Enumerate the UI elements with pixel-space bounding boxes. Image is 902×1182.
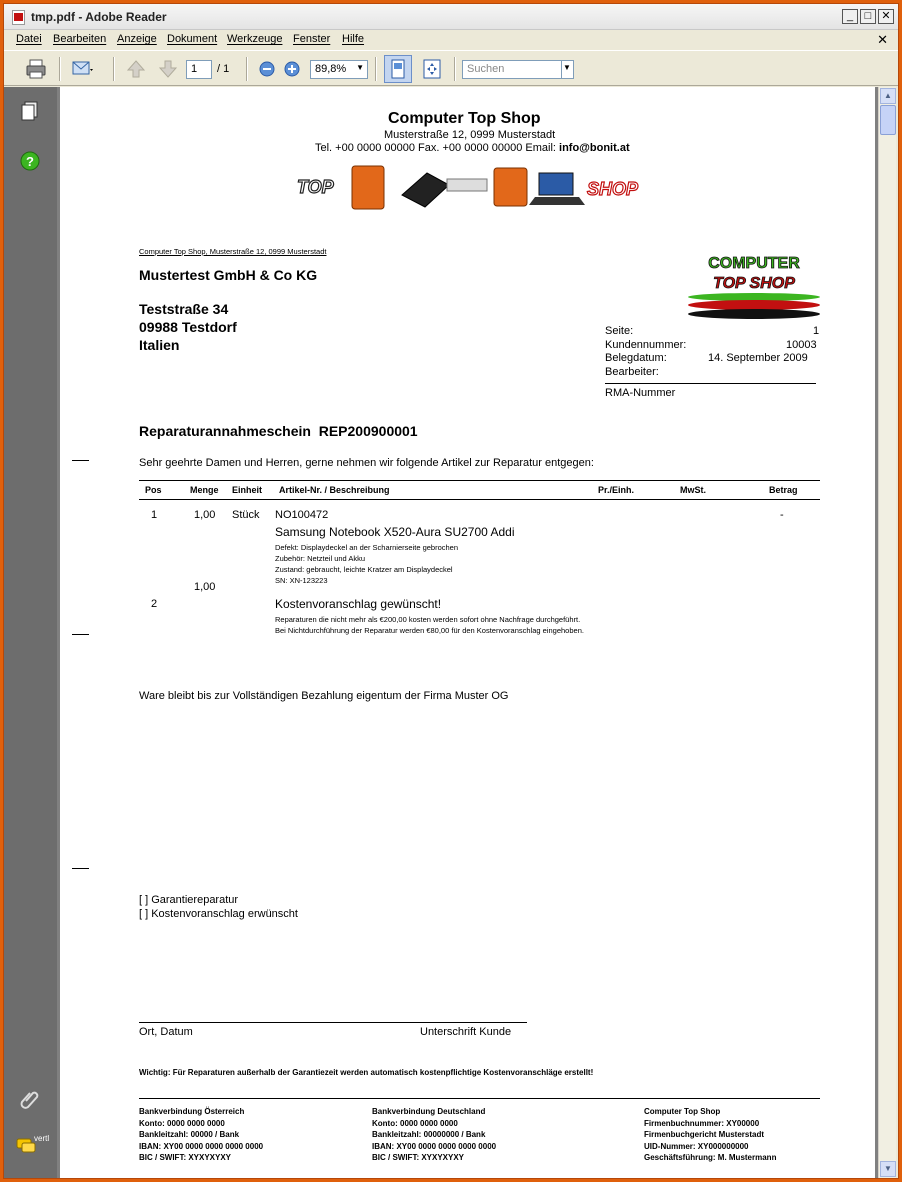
row1-detail: Zustand: gebraucht, leichte Kratzer am Displaydeckel [275,565,453,574]
checkbox-kostenvoranschlag[interactable]: [ ] Kostenvoranschlag erwünscht [139,908,298,920]
row1-detail: SN: XN-123223 [275,576,328,585]
seite-value: 1 [813,325,820,337]
col-header-mwst: MwSt. [680,485,706,495]
fit-page-icon [420,57,444,81]
shop-address: Musterstraße 12, 0999 Musterstadt [384,129,556,141]
search-dropdown[interactable]: ▼ [561,60,574,79]
toolbar-separator [454,57,456,81]
single-page-view-button[interactable] [384,55,412,83]
next-page-button[interactable] [156,57,180,81]
table-top-rule [139,480,820,481]
kundennummer-value: 10003 [786,339,817,351]
col-header-preis: Pr./Einh. [598,485,635,495]
scroll-up-arrow[interactable]: ▲ [880,88,896,104]
title-bar[interactable] [4,4,898,30]
nav-label: vertl [34,1134,50,1143]
row1-beschreibung: Samsung Notebook X520-Aura SU2700 Addi [275,525,515,539]
recipient-city: 09988 Testdorf [139,319,237,335]
shop-banner-logo [297,163,647,211]
col-header-betrag: Betrag [769,485,798,495]
signature-unterschrift: Unterschrift Kunde [420,1026,512,1038]
recipient-country: Italien [139,337,180,353]
banner-text-right: SHOP [587,179,639,199]
col-header-einheit: Einheit [232,485,263,495]
fold-mark [72,460,89,461]
scroll-thumb[interactable] [880,105,896,135]
toolbar [4,50,898,86]
document-title: Reparaturannahmeschein REP200900001 [139,423,418,439]
zoom-out-button[interactable] [255,57,279,81]
menu-dokument[interactable]: Dokument [167,33,218,45]
paperclip-icon [18,1087,42,1111]
signature-ort-datum: Ort, Datum [139,1026,193,1038]
search-input[interactable]: Suchen [462,60,562,79]
menu-fenster[interactable]: Fenster [293,33,331,45]
navigation-pane [4,87,57,1178]
row2-beschreibung: Kostenvoranschlag gewünscht! [275,597,442,611]
footer-col-company: Computer Top Shop Firmenbuchnummer: XY00000 Firmenbuchgericht Musterstadt UID-Nummer: XY000000000 Geschäftsführung: M. Mustermann [644,1107,777,1162]
pdf-page [60,87,875,1178]
arrow-down-icon [156,57,180,81]
pdf-file-icon [12,10,25,25]
arrow-up-icon [124,57,148,81]
page-view-icon [386,57,410,81]
fit-window-button[interactable] [420,57,444,81]
badge-text-line2: TOP SHOP [713,275,795,292]
row2-pos: 2 [151,598,158,610]
attachments-button[interactable] [18,1087,42,1111]
shop-email[interactable]: info@bonit.at [559,142,630,154]
email-icon [70,57,94,81]
col-header-pos: Pos [145,485,162,495]
pages-panel-button[interactable] [18,99,42,123]
row2-detail: Bei Nichtdurchführung der Reparatur werden €80,00 für den Kostenvoranschlag eingehoben. [275,626,584,635]
menu-hilfe[interactable]: Hilfe [342,33,365,45]
pages-icon [18,99,42,123]
maximize-button[interactable]: □ [860,9,876,24]
seite-label: Seite: [605,325,634,337]
zoom-select[interactable] [310,60,368,79]
email-button[interactable] [70,57,94,81]
chevron-down-icon: ▼ [356,63,364,72]
row1-detail: Zubehör: Netzteil und Akku [275,554,366,563]
sender-line: Computer Top Shop, Musterstraße 12, 0999 Musterstadt [139,247,327,256]
wichtig-note: Wichtig: Für Reparaturen außerhalb der Garantiezeit werden automatisch kostenpflichtige Kostenvoranschläge erstellt! [139,1068,594,1077]
rma-label: RMA-Nummer [605,387,676,399]
print-button[interactable] [24,57,48,81]
minimize-button[interactable]: _ [842,9,858,24]
toolbar-separator [375,57,377,81]
zoom-value: 89,8% [315,63,347,75]
menu-bar [4,30,898,50]
menu-anzeige[interactable]: Anzeige [117,33,157,45]
footer-col-austria: Bankverbindung Österreich Konto: 0000 0000 0000 Bankleitzahl: 00000 / Bank IBAN: XY00 0000 0000 0000 0000 BIC / SWIFT: XYXYXYXY [139,1107,264,1162]
zoom-in-button[interactable] [280,57,304,81]
page-total: / 1 [217,63,230,75]
menu-werkzeuge[interactable]: Werkzeuge [227,33,283,45]
kundennummer-label: Kundennummer: [605,339,687,351]
shop-badge-logo [686,250,822,322]
toolbar-separator [246,57,248,81]
row1-betrag: - [780,509,784,521]
fold-mark [72,634,89,635]
document-area[interactable] [57,87,878,1178]
bearbeiter-label: Bearbeiter: [605,366,659,378]
vertical-scrollbar[interactable] [878,87,896,1178]
checkbox-garantiereparatur[interactable]: [ ] Garantiereparatur [139,894,239,906]
col-header-artikel: Artikel-Nr. / Beschreibung [279,485,390,495]
belegdatum-label: Belegdatum: [605,352,667,364]
toolbar-separator [113,57,115,81]
page-number-input[interactable]: 1 [186,60,212,79]
eigentum-text: Ware bleibt bis zur Vollständigen Bezahlung eigentum der Firma Muster OG [139,690,509,702]
row2-detail: Reparaturen die nicht mehr als €200,00 kosten werden sofort ohne Nachfrage durchgeführt. [275,615,581,624]
scroll-down-arrow[interactable]: ▼ [880,1161,896,1177]
row1-menge: 1,00 [194,509,216,521]
row1-einheit: Stück [232,509,260,521]
info-divider [605,383,816,384]
comments-button[interactable] [14,1133,54,1157]
menu-bearbeiten[interactable]: Bearbeiten [53,33,107,45]
printer-icon [24,57,48,81]
shop-name: Computer Top Shop [388,110,541,127]
row1-pos: 1 [151,509,158,521]
badge-text-line1: COMPUTER [708,255,800,272]
document-number: REP200900001 [318,423,418,439]
help-button[interactable] [18,149,42,173]
help-icon [18,149,42,173]
greeting-text: Sehr geehrte Damen und Herren, gerne nehmen wir folgende Artikel zur Reparatur entgegen: [139,457,594,469]
svg-text:?: ? [26,154,34,169]
footer-rule [139,1098,820,1099]
zoom-in-icon [280,57,304,81]
row1-artikel: NO100472 [275,509,329,521]
signature-line [139,1022,527,1023]
shop-contact: Tel. +00 0000 00000 Fax. +00 0000 00000 Email: info@bonit.at [315,142,630,154]
previous-page-button[interactable] [124,57,148,81]
row2-menge: 1,00 [194,581,216,593]
recipient-company: Mustertest GmbH & Co KG [139,267,318,283]
footer-col-germany: Bankverbindung Deutschland Konto: 0000 0000 0000 Bankleitzahl: 00000000 / Bank IBAN: XY00 0000 0000 0000 0000 BIC / SWIFT: XYXYXYXY [372,1107,497,1162]
table-header-rule [139,499,820,500]
zoom-out-icon [255,57,279,81]
col-header-menge: Menge [190,485,219,495]
fold-mark [72,868,89,869]
recipient-street: Teststraße 34 [139,301,229,317]
document-close-icon[interactable]: ✕ [877,32,888,47]
app-window [3,3,899,1179]
window-title: tmp.pdf - Adobe Reader [31,10,167,24]
menu-datei[interactable]: Datei [16,33,42,45]
toolbar-separator [59,57,61,81]
banner-text-left: TOP [297,177,334,197]
belegdatum-value: 14. September 2009 [708,352,808,364]
row1-detail: Defekt: Displaydeckel an der Scharnierseite gebrochen [275,543,459,552]
close-button[interactable]: ✕ [878,9,894,24]
